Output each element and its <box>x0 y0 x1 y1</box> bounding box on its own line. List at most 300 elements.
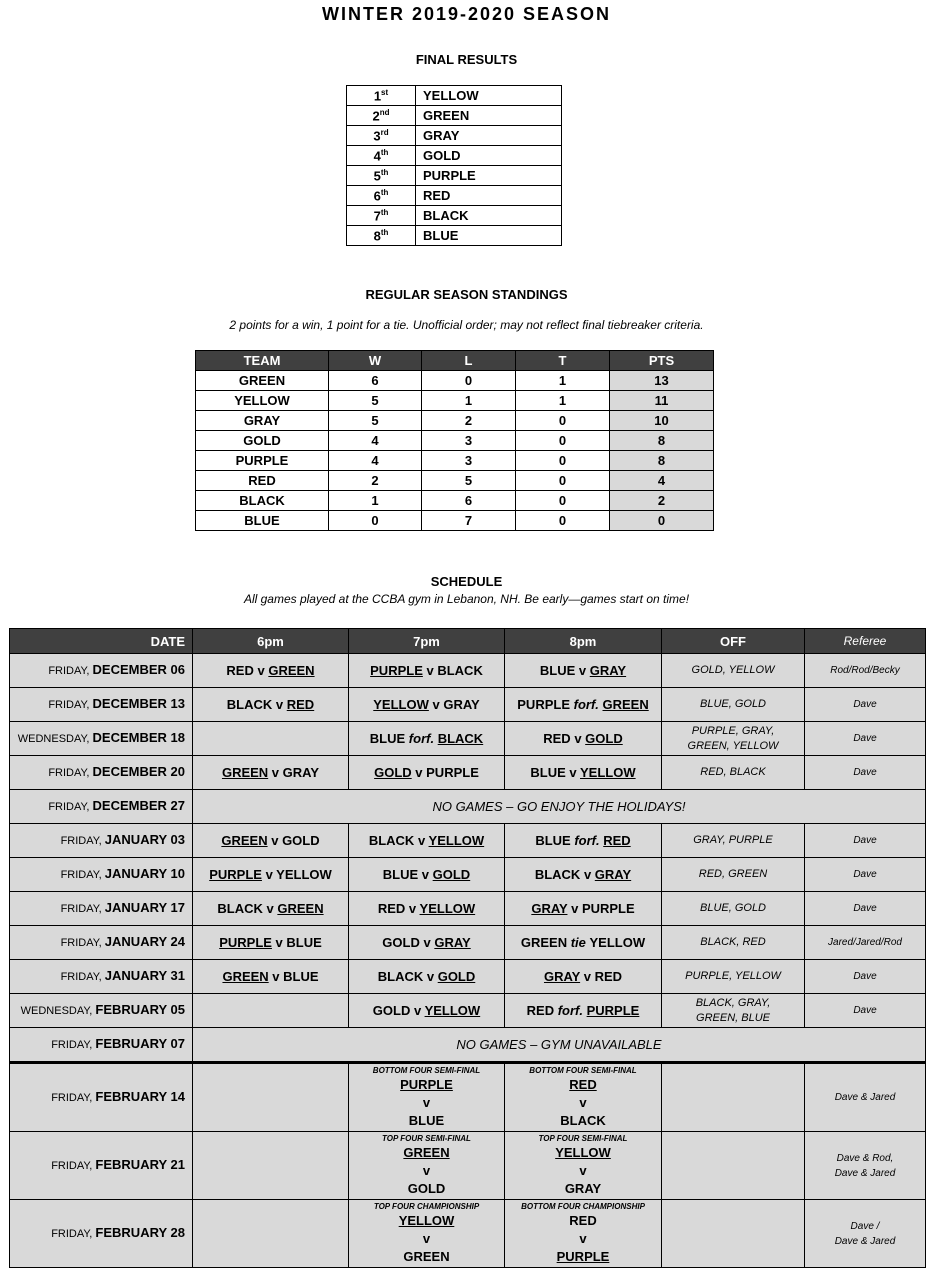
stat-cell: 0 <box>516 471 610 491</box>
month-day: DECEMBER 27 <box>92 798 185 813</box>
final-results-row <box>347 146 562 166</box>
team-b: GRAY <box>434 935 471 950</box>
off-cell: GRAY, PURPLE <box>662 824 805 858</box>
schedule-header: 7pm <box>349 629 505 654</box>
team-cell: GOLD <box>196 431 329 451</box>
versus: v <box>428 697 444 712</box>
day-of-week: FRIDAY, <box>51 1228 96 1240</box>
standings-header: W <box>329 351 422 371</box>
schedule-table <box>9 628 926 1268</box>
team-b: GRAY <box>589 663 627 678</box>
game-6pm <box>193 926 349 960</box>
off-cell: PURPLE, YELLOW <box>662 960 805 994</box>
day-of-week: FRIDAY, <box>48 767 93 779</box>
team-a: BLUE <box>535 833 571 848</box>
standings-header: T <box>516 351 610 371</box>
standings-header: L <box>422 351 516 371</box>
team-b: PURPLE <box>426 765 479 780</box>
schedule-row <box>10 926 926 960</box>
team-a: BLACK <box>226 697 273 712</box>
versus: forf. <box>570 697 603 712</box>
game-6pm <box>193 756 349 790</box>
team-a: BLACK <box>368 833 415 848</box>
versus: v <box>271 935 287 950</box>
date-cell <box>10 1028 193 1063</box>
place-suffix: nd <box>379 107 390 117</box>
game-7pm <box>349 722 505 756</box>
team-b: GRAY <box>564 1180 602 1196</box>
schedule-row <box>10 824 926 858</box>
team-b: YELLOW <box>419 901 476 916</box>
game-6pm <box>193 1200 349 1268</box>
versus: v <box>422 663 438 678</box>
month-day: JANUARY 24 <box>104 934 185 949</box>
place-number: 7 <box>373 208 381 224</box>
month-day: DECEMBER 06 <box>92 662 185 677</box>
date-cell <box>10 688 193 722</box>
stat-cell: 13 <box>610 371 714 391</box>
schedule-header: DATE <box>10 629 193 654</box>
team-a: BLACK <box>217 901 263 916</box>
place-number: 6 <box>373 188 381 204</box>
place-suffix: st <box>381 87 389 97</box>
off-cell: GOLD, YELLOW <box>662 654 805 688</box>
team-a: PURPLE <box>400 1076 453 1092</box>
final-results-row <box>347 166 562 186</box>
game-caption: TOP FOUR CHAMPIONSHIP <box>373 1201 480 1211</box>
date-cell <box>10 756 193 790</box>
team-a: GOLD <box>382 935 420 950</box>
versus: v <box>405 901 420 916</box>
stat-cell: 0 <box>516 511 610 531</box>
team-b: YELLOW <box>589 935 646 950</box>
place-cell <box>347 166 416 186</box>
place-suffix: th <box>380 207 389 217</box>
team-cell: YELLOW <box>416 86 562 106</box>
versus: v <box>579 1162 587 1178</box>
stat-cell: 5 <box>422 471 516 491</box>
team-b: YELLOW <box>580 765 636 780</box>
versus: v <box>253 663 269 678</box>
referee-cell: Dave <box>805 994 926 1028</box>
team-a: GOLD <box>372 1003 411 1018</box>
month-day: JANUARY 31 <box>104 968 185 983</box>
team-a: YELLOW <box>398 1212 455 1228</box>
team-b: GOLD <box>407 1180 446 1196</box>
game-6pm <box>193 960 349 994</box>
game-7pm <box>349 824 505 858</box>
team-b: BLACK <box>437 663 483 678</box>
team-a: BLUE <box>530 765 566 780</box>
stat-cell: 4 <box>329 431 422 451</box>
team-a: GREEN <box>403 1144 450 1160</box>
game-8pm <box>505 858 662 892</box>
referee-cell: Jared/Jared/Rod <box>805 926 926 960</box>
team-cell: RED <box>416 186 562 206</box>
schedule-header: Referee <box>805 629 926 654</box>
stat-cell: 4 <box>610 471 714 491</box>
versus: v <box>414 833 429 848</box>
date-cell <box>10 960 193 994</box>
team-a: GREEN <box>222 969 269 984</box>
versus: v <box>565 765 580 780</box>
versus: v <box>262 901 278 916</box>
stat-cell: 1 <box>329 491 422 511</box>
month-day: JANUARY 03 <box>104 832 185 847</box>
stat-cell: 5 <box>329 411 422 431</box>
versus: v <box>423 969 438 984</box>
month-day: JANUARY 17 <box>104 900 185 915</box>
team-a: RED <box>377 901 406 916</box>
standings-row <box>196 451 714 471</box>
team-a: RED <box>526 1003 555 1018</box>
team-a: RED <box>569 1212 597 1228</box>
versus: v <box>411 765 427 780</box>
date-cell <box>10 654 193 688</box>
day-of-week: FRIDAY, <box>48 665 93 677</box>
day-of-week: FRIDAY, <box>51 1039 96 1051</box>
team-a: PURPLE <box>209 867 262 882</box>
team-cell: BLACK <box>196 491 329 511</box>
team-b: BLACK <box>560 1112 606 1128</box>
stat-cell: 5 <box>329 391 422 411</box>
team-b: RED <box>594 969 623 984</box>
team-b: YELLOW <box>276 867 332 882</box>
stat-cell: 0 <box>329 511 422 531</box>
versus: forf. <box>554 1003 587 1018</box>
place-cell <box>347 126 416 146</box>
versus: forf. <box>405 731 438 746</box>
stat-cell: 11 <box>610 391 714 411</box>
game-8pm <box>505 926 662 960</box>
final-results-row <box>347 226 562 246</box>
date-cell <box>10 926 193 960</box>
place-suffix: th <box>380 167 389 177</box>
schedule-row <box>10 1132 926 1200</box>
game-caption: BOTTOM FOUR CHAMPIONSHIP <box>521 1201 645 1211</box>
place-number: 8 <box>373 228 381 244</box>
day-of-week: FRIDAY, <box>48 699 93 711</box>
place-suffix: th <box>380 147 389 157</box>
stat-cell: 8 <box>610 451 714 471</box>
game-8pm <box>505 1132 662 1200</box>
referee-cell: Dave <box>805 960 926 994</box>
team-b: PURPLE <box>586 1003 640 1018</box>
team-b: GRAY <box>443 697 480 712</box>
referee-cell: Dave / Dave & Jared <box>805 1200 926 1268</box>
team-cell: BLUE <box>196 511 329 531</box>
versus: v <box>422 1094 431 1110</box>
standings-row <box>196 511 714 531</box>
schedule-row <box>10 790 926 824</box>
game-8pm <box>505 756 662 790</box>
team-a: RED <box>543 731 571 746</box>
team-b: GREEN <box>403 1248 450 1264</box>
stat-cell: 2 <box>610 491 714 511</box>
team-cell: GREEN <box>196 371 329 391</box>
versus: v <box>267 833 283 848</box>
game-6pm <box>193 654 349 688</box>
team-cell: YELLOW <box>196 391 329 411</box>
referee-cell: Dave <box>805 722 926 756</box>
team-cell: PURPLE <box>416 166 562 186</box>
versus: v <box>580 867 595 882</box>
standings-row <box>196 471 714 491</box>
versus: v <box>575 663 590 678</box>
place-number: 5 <box>373 168 381 184</box>
off-cell: BLACK, RED <box>662 926 805 960</box>
stat-cell: 4 <box>329 451 422 471</box>
game-7pm <box>349 654 505 688</box>
off-cell <box>662 1132 805 1200</box>
referee-cell: Dave <box>805 688 926 722</box>
versus: v <box>570 731 586 746</box>
date-cell <box>10 858 193 892</box>
month-day: FEBRUARY 07 <box>95 1036 185 1051</box>
team-b: GREEN <box>268 663 315 678</box>
team-b: BLUE <box>283 969 319 984</box>
team-b: GREEN <box>277 901 324 916</box>
game-7pm <box>349 1063 505 1132</box>
team-b: RED <box>286 697 315 712</box>
referee-cell: Dave <box>805 858 926 892</box>
place-number: 1 <box>373 88 382 104</box>
game-7pm <box>349 926 505 960</box>
standings-header: TEAM <box>196 351 329 371</box>
referee-cell: Dave <box>805 892 926 926</box>
final-results-row <box>347 186 562 206</box>
final-results-table <box>346 85 562 246</box>
team-b: PURPLE <box>556 1248 610 1264</box>
schedule-row <box>10 858 926 892</box>
team-b: GRAY <box>282 765 320 780</box>
game-7pm <box>349 960 505 994</box>
game-7pm <box>349 1200 505 1268</box>
stat-cell: 0 <box>610 511 714 531</box>
versus: v <box>579 1230 587 1246</box>
day-of-week: FRIDAY, <box>60 903 105 915</box>
game-7pm <box>349 892 505 926</box>
month-day: DECEMBER 20 <box>92 764 185 779</box>
team-b: YELLOW <box>424 1003 481 1018</box>
versus: v <box>567 901 582 916</box>
stat-cell: 1 <box>422 391 516 411</box>
team-b: RED <box>603 833 631 848</box>
team-a: PURPLE <box>370 663 423 678</box>
team-cell: PURPLE <box>196 451 329 471</box>
date-cell <box>10 1132 193 1200</box>
versus: v <box>422 1162 431 1178</box>
team-b: GOLD <box>437 969 476 984</box>
game-6pm <box>193 1132 349 1200</box>
team-b: GREEN <box>602 697 649 712</box>
place-cell <box>347 86 416 106</box>
month-day: FEBRUARY 21 <box>95 1157 185 1172</box>
place-suffix: th <box>380 187 389 197</box>
date-cell <box>10 994 193 1028</box>
versus: v <box>268 969 284 984</box>
date-cell <box>10 824 193 858</box>
final-results-row <box>347 126 562 146</box>
team-a: GREEN <box>221 765 269 780</box>
final-results-heading: FINAL RESULTS <box>415 52 518 67</box>
place-cell <box>347 186 416 206</box>
team-b: GOLD <box>282 833 320 848</box>
off-cell: RED, GREEN <box>662 858 805 892</box>
stat-cell: 0 <box>516 431 610 451</box>
date-cell <box>10 722 193 756</box>
standings-note: 2 points for a win, 1 point for a tie. Unofficial order; may not reflect final tiebreaker criteria. <box>229 318 704 332</box>
schedule-row <box>10 722 926 756</box>
game-8pm <box>505 654 662 688</box>
team-cell: GRAY <box>196 411 329 431</box>
stat-cell: 2 <box>422 411 516 431</box>
standings-row <box>196 491 714 511</box>
off-cell <box>662 1200 805 1268</box>
day-of-week: FRIDAY, <box>48 801 93 813</box>
stat-cell: 3 <box>422 451 516 471</box>
place-cell <box>347 146 416 166</box>
schedule-row <box>10 892 926 926</box>
team-a: BLUE <box>369 731 406 746</box>
versus: v <box>261 867 277 882</box>
game-6pm <box>193 858 349 892</box>
team-a: RED <box>569 1076 597 1092</box>
place-cell <box>347 226 416 246</box>
stat-cell: 2 <box>329 471 422 491</box>
versus: v <box>419 935 435 950</box>
standings-heading: REGULAR SEASON STANDINGS <box>365 287 568 302</box>
month-day: FEBRUARY 14 <box>95 1089 185 1104</box>
team-a: PURPLE <box>219 935 272 950</box>
game-8pm <box>505 722 662 756</box>
game-7pm <box>349 994 505 1028</box>
schedule-heading: SCHEDULE <box>430 574 503 589</box>
day-of-week: FRIDAY, <box>51 1092 96 1104</box>
standings-header: PTS <box>610 351 714 371</box>
team-a: YELLOW <box>555 1144 611 1160</box>
day-of-week: FRIDAY, <box>60 937 105 949</box>
date-cell <box>10 1063 193 1132</box>
schedule-header: 8pm <box>505 629 662 654</box>
team-a: GREEN <box>520 935 568 950</box>
schedule-header: 6pm <box>193 629 349 654</box>
place-suffix: th <box>380 227 389 237</box>
date-cell <box>10 1200 193 1268</box>
off-cell: PURPLE, GRAY, GREEN, YELLOW <box>662 722 805 756</box>
game-6pm <box>193 994 349 1028</box>
team-a: GRAY <box>531 901 568 916</box>
team-cell: GRAY <box>416 126 562 146</box>
month-day: JANUARY 10 <box>104 866 185 881</box>
versus: v <box>422 1230 431 1246</box>
game-caption: TOP FOUR SEMI-FINAL <box>382 1133 471 1143</box>
schedule-row <box>10 688 926 722</box>
game-8pm <box>505 892 662 926</box>
place-number: 2 <box>372 108 380 124</box>
team-a: RED <box>226 663 254 678</box>
referee-cell: Dave <box>805 824 926 858</box>
team-a: BLACK <box>377 969 424 984</box>
team-a: GOLD <box>374 765 412 780</box>
game-8pm <box>505 1200 662 1268</box>
place-suffix: rd <box>380 127 389 137</box>
versus: forf. <box>570 833 604 848</box>
date-cell <box>10 892 193 926</box>
day-of-week: WEDNESDAY, <box>20 1005 96 1017</box>
schedule-note: All games played at the CCBA gym in Lebanon, NH. Be early—games start on time! <box>243 592 690 606</box>
standings-table <box>195 350 714 531</box>
game-7pm <box>349 858 505 892</box>
schedule-row <box>10 994 926 1028</box>
team-a: BLUE <box>382 867 419 882</box>
team-cell: GOLD <box>416 146 562 166</box>
team-b: GRAY <box>594 867 632 882</box>
stat-cell: 3 <box>422 431 516 451</box>
final-results-row <box>347 206 562 226</box>
team-a: BLACK <box>534 867 581 882</box>
stat-cell: 1 <box>516 371 610 391</box>
off-cell: BLUE, GOLD <box>662 892 805 926</box>
stat-cell: 0 <box>516 451 610 471</box>
versus: v <box>579 1094 587 1110</box>
stat-cell: 0 <box>516 411 610 431</box>
game-8pm <box>505 1063 662 1132</box>
team-b: YELLOW <box>428 833 485 848</box>
off-cell: BLACK, GRAY, GREEN, BLUE <box>662 994 805 1028</box>
day-of-week: FRIDAY, <box>60 869 105 881</box>
schedule-row <box>10 1028 926 1063</box>
schedule-header: OFF <box>662 629 805 654</box>
off-cell: RED, BLACK <box>662 756 805 790</box>
game-8pm <box>505 994 662 1028</box>
game-7pm <box>349 1132 505 1200</box>
schedule-row <box>10 756 926 790</box>
team-b: BLUE <box>408 1112 445 1128</box>
month-day: FEBRUARY 28 <box>95 1225 185 1240</box>
day-of-week: FRIDAY, <box>51 1160 96 1172</box>
game-7pm <box>349 688 505 722</box>
game-6pm <box>193 688 349 722</box>
referee-cell: Dave & Rod, Dave & Jared <box>805 1132 926 1200</box>
standings-row <box>196 411 714 431</box>
stat-cell: 8 <box>610 431 714 451</box>
stat-cell: 10 <box>610 411 714 431</box>
versus: v <box>418 867 433 882</box>
game-8pm <box>505 688 662 722</box>
stat-cell: 0 <box>422 371 516 391</box>
versus: v <box>272 697 287 712</box>
place-number: 4 <box>373 148 381 164</box>
date-cell <box>10 790 193 824</box>
no-games-cell: NO GAMES – GYM UNAVAILABLE <box>193 1028 926 1063</box>
place-number: 3 <box>373 128 381 144</box>
game-6pm <box>193 722 349 756</box>
team-cell: BLACK <box>416 206 562 226</box>
off-cell: BLUE, GOLD <box>662 688 805 722</box>
versus: v <box>580 969 595 984</box>
game-8pm <box>505 824 662 858</box>
month-day: FEBRUARY 05 <box>95 1002 185 1017</box>
game-7pm <box>349 756 505 790</box>
game-8pm <box>505 960 662 994</box>
stat-cell: 1 <box>516 391 610 411</box>
versus: v <box>410 1003 425 1018</box>
team-a: YELLOW <box>373 697 429 712</box>
team-b: GOLD <box>432 867 471 882</box>
game-caption: TOP FOUR SEMI-FINAL <box>538 1133 628 1143</box>
month-day: DECEMBER 18 <box>92 730 185 745</box>
